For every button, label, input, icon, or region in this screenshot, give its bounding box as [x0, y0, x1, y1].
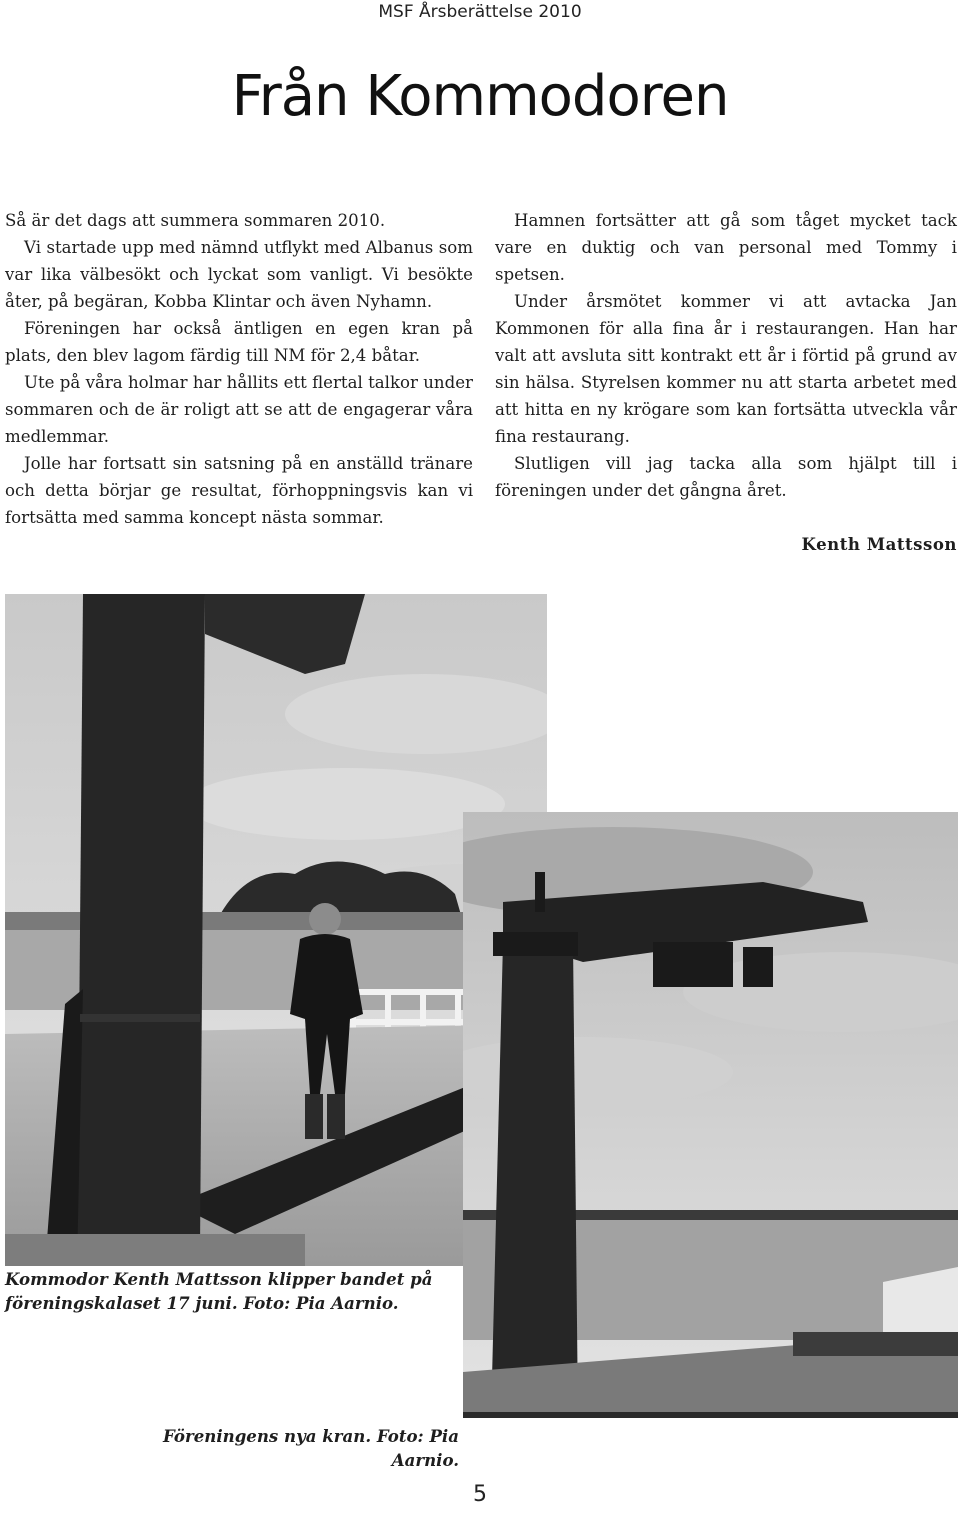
running-header: MSF Årsberättelse 2010: [378, 2, 582, 22]
photo-caption-crane: Föreningens nya kran. Foto: Pia Aarnio.: [163, 1426, 459, 1470]
left-text-column: [5, 207, 473, 531]
page-number: 5: [473, 1482, 487, 1507]
paragraph: Jolle har fortsatt sin satsning på en anställd tränare och detta börjar ge resultat, förhoppningsvis kan vi fortsätta med samma koncept nästa sommar.: [5, 454, 473, 527]
page-title: Från Kommodoren: [231, 64, 729, 129]
paragraph: Föreningen har också äntligen en egen kran på plats, den blev lagom färdig till NM för 2,4 båtar.: [5, 319, 473, 365]
right-text-column: [495, 207, 957, 558]
author-signature: Kenth Mattsson: [801, 534, 957, 554]
paragraph: Slutligen vill jag tacka alla som hjälpt till i föreningen under det gångna året.: [495, 454, 957, 500]
paragraph: Ute på våra holmar har hållits ett flertal talkor under sommaren och de är roligt att se att de engagerar våra medlemmar.: [5, 373, 473, 446]
photo-caption-commodore: Kommodor Kenth Mattsson klipper bandet på föreningskalaset 17 juni. Foto: Pia Aarnio.: [5, 1269, 433, 1313]
paragraph: Hamnen fortsätter att gå som tåget mycket tack vare en duktig och van personal med Tommy i spetsen.: [495, 211, 957, 284]
paragraph: Under årsmötet kommer vi att avtacka Jan Kommonen för alla fina år i restaurangen. Han har valt att avsluta sitt kontrakt ett år i förtid på grund av sin hälsa. Styrelsen kommer nu att starta arbetet med att hitta en ny krögare som kan fortsätta utveckla vår fina restaurang.: [495, 292, 957, 446]
paragraph: Vi startade upp med nämnd utflykt med Albanus som var lika välbesökt och lyckat som vanligt. Vi besökte åter, på begäran, Kobba Klintar och även Nyhamn.: [5, 238, 473, 311]
paragraph: Så är det dags att summera sommaren 2010.: [5, 211, 386, 230]
photo-new-crane: [463, 812, 958, 1418]
